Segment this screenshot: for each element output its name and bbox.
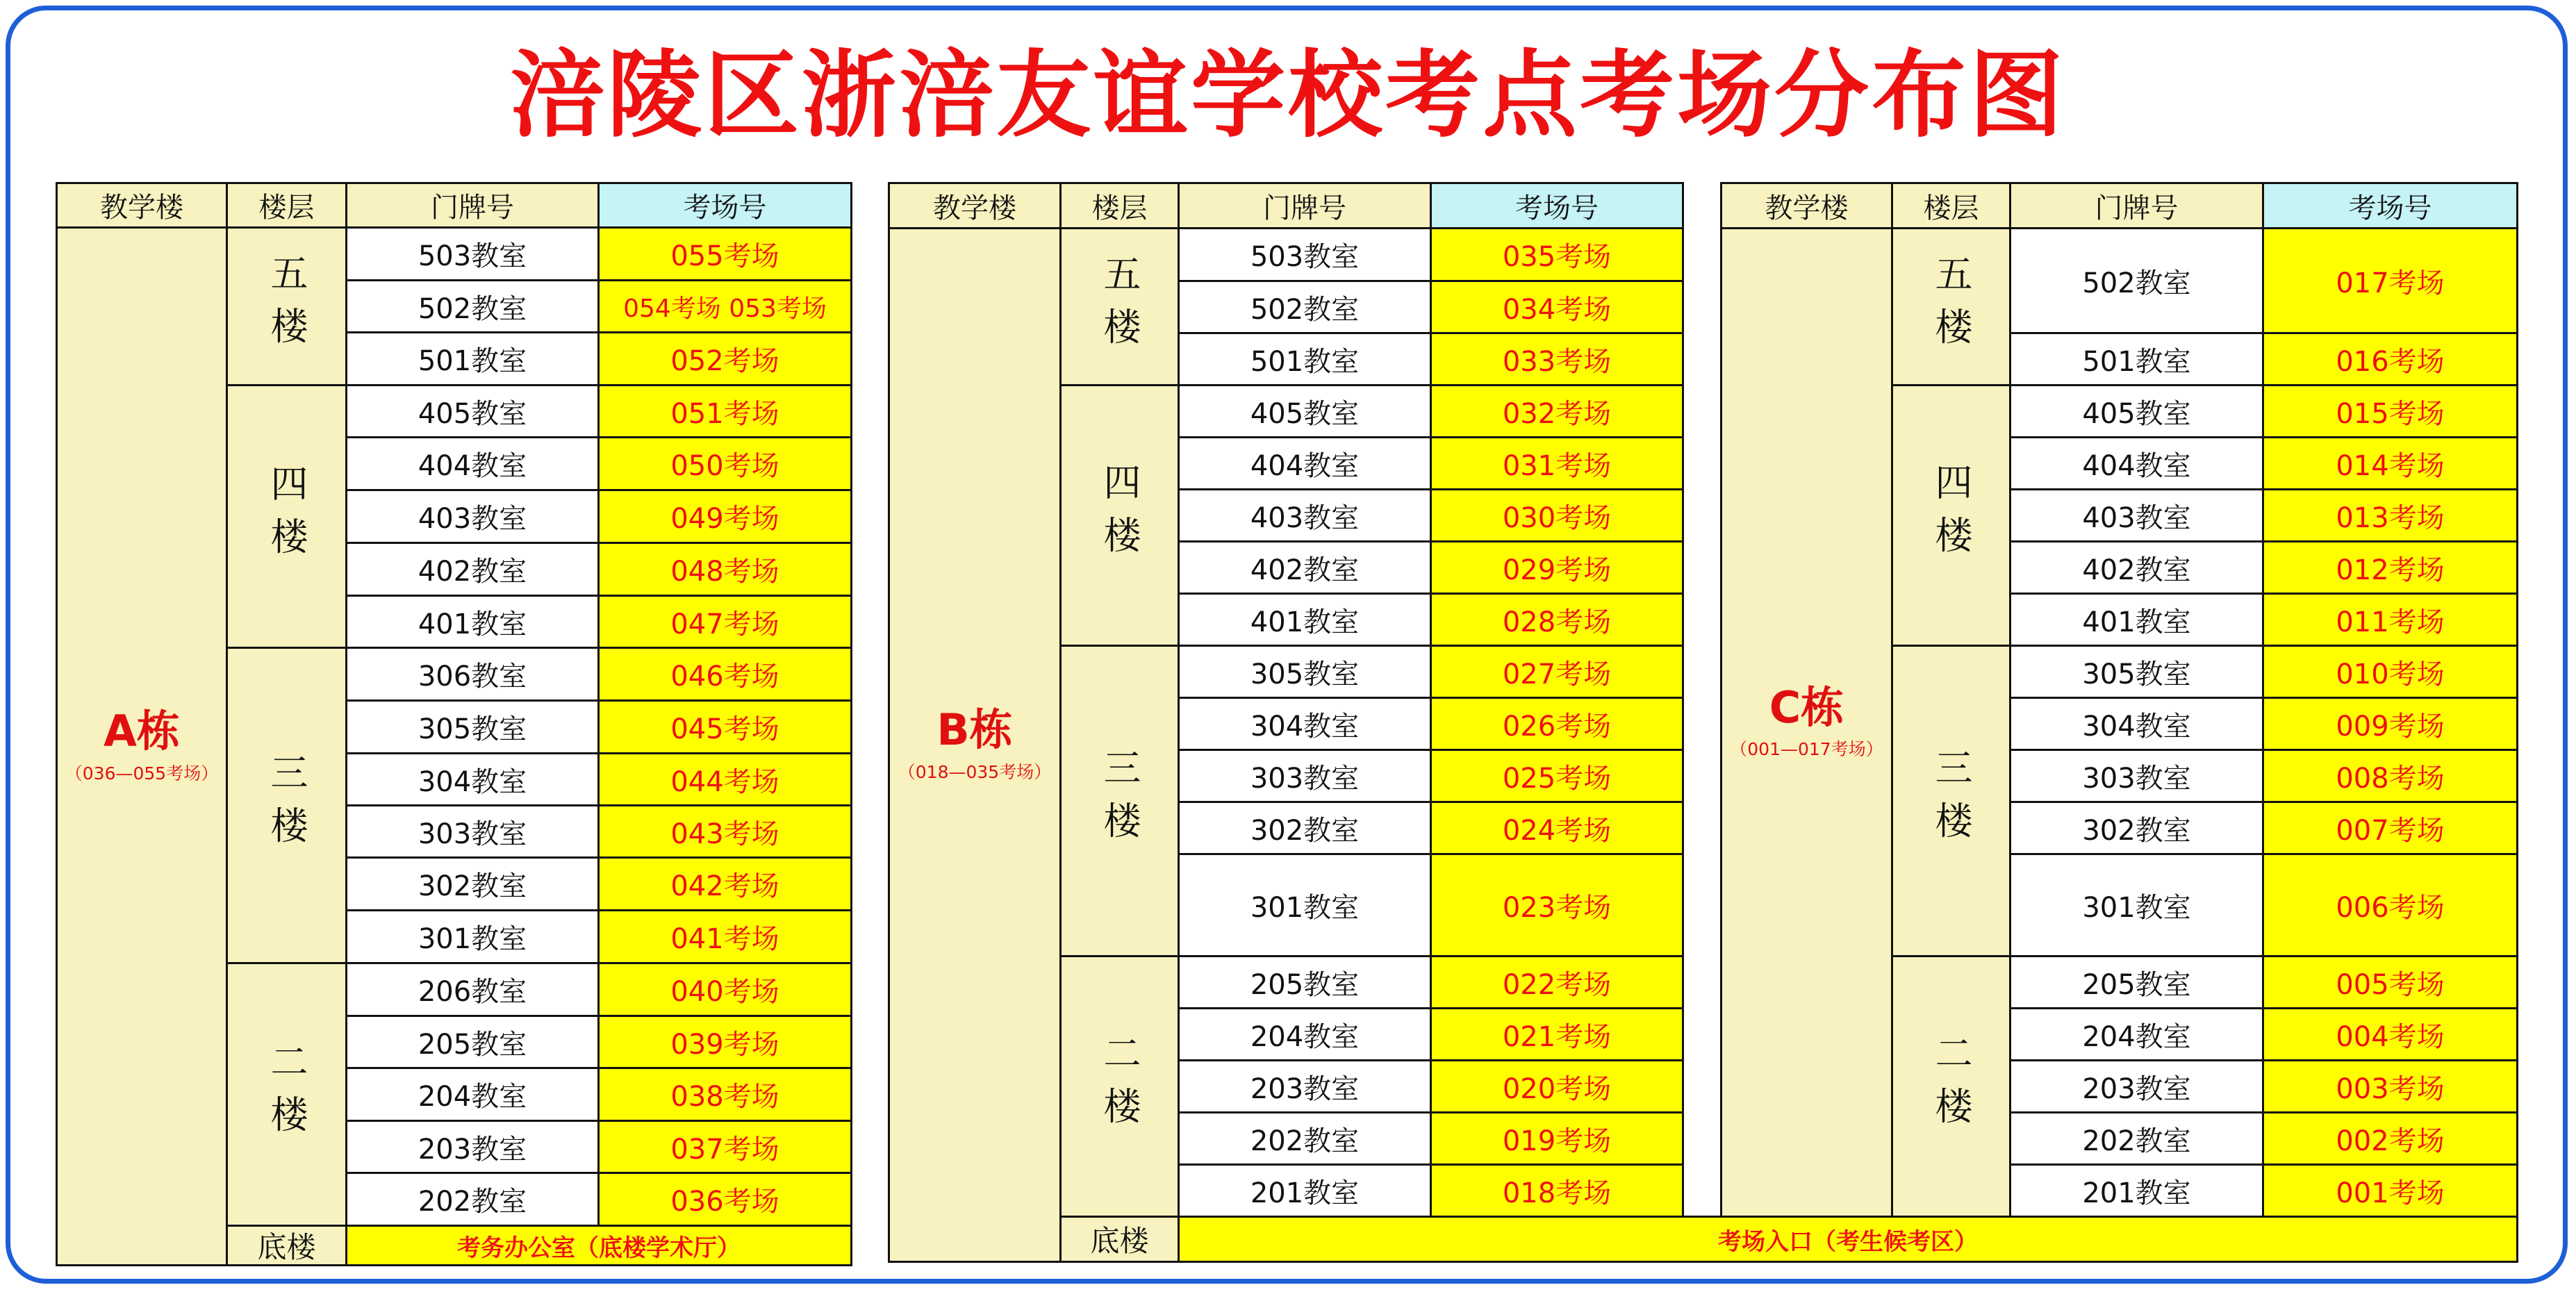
exam-room: 029考场 xyxy=(1430,540,1684,595)
room-number: 404教室 xyxy=(1178,436,1432,490)
room-number: 203教室 xyxy=(345,1120,600,1174)
building-name: C栋 xyxy=(1769,681,1844,733)
exam-room: 016考场 xyxy=(2262,332,2518,386)
floor-label: 三楼 xyxy=(226,647,347,964)
room-number: 204教室 xyxy=(345,1067,600,1122)
building-label-cell xyxy=(888,227,1062,1263)
room-number: 404教室 xyxy=(2009,436,2264,490)
exam-room: 055考场 xyxy=(597,226,852,281)
room-number: 303教室 xyxy=(2009,749,2264,803)
room-number: 204教室 xyxy=(1178,1007,1432,1061)
header-building: 教学楼 xyxy=(1720,182,1893,229)
exam-room: 048考场 xyxy=(597,542,852,597)
exam-room: 032考场 xyxy=(1430,384,1684,438)
exam-room: 054考场 053考场 xyxy=(597,279,852,333)
exam-room: 015考场 xyxy=(2262,384,2518,438)
exam-room: 007考场 xyxy=(2262,801,2518,855)
header-exam: 考场号 xyxy=(597,182,852,229)
exam-room: 008考场 xyxy=(2262,749,2518,803)
exam-room: 041考场 xyxy=(597,909,852,964)
room-number: 301教室 xyxy=(2009,853,2264,957)
room-number: 401教室 xyxy=(345,595,600,649)
exam-room: 014考场 xyxy=(2262,436,2518,490)
room-number: 403教室 xyxy=(1178,488,1432,543)
exam-room: 012考场 xyxy=(2262,540,2518,595)
room-number: 202教室 xyxy=(1178,1111,1432,1166)
room-number: 405教室 xyxy=(1178,384,1432,438)
room-number: 402教室 xyxy=(2009,540,2264,595)
room-number: 501教室 xyxy=(1178,332,1432,386)
room-number: 205教室 xyxy=(345,1015,600,1069)
exam-room: 043考场 xyxy=(597,804,852,859)
exam-room: 030考场 xyxy=(1430,488,1684,543)
room-number: 205教室 xyxy=(1178,955,1432,1009)
ground-floor-note: 考场入口（考生候考区） xyxy=(1178,1216,2518,1263)
exam-room: 020考场 xyxy=(1430,1059,1684,1113)
exam-room: 003考场 xyxy=(2262,1059,2518,1113)
room-number: 304教室 xyxy=(2009,697,2264,751)
floor-label: 二楼 xyxy=(1059,955,1180,1218)
room-number: 401教室 xyxy=(1178,593,1432,647)
building-label-cell xyxy=(1720,227,1893,1218)
exam-room: 045考场 xyxy=(597,699,852,754)
exam-room: 027考场 xyxy=(1430,645,1684,699)
header-room: 门牌号 xyxy=(1178,182,1432,229)
room-number: 404教室 xyxy=(345,436,600,491)
exam-room: 034考场 xyxy=(1430,280,1684,334)
exam-room: 051考场 xyxy=(597,384,852,438)
floor-label: 四楼 xyxy=(1059,384,1180,647)
exam-room: 036考场 xyxy=(597,1172,852,1227)
exam-room: 046考场 xyxy=(597,647,852,702)
exam-room: 042考场 xyxy=(597,856,852,911)
floor-label: 四楼 xyxy=(226,384,347,649)
floor-label: 三楼 xyxy=(1891,645,2011,957)
room-number: 201教室 xyxy=(1178,1163,1432,1218)
exam-room: 004考场 xyxy=(2262,1007,2518,1061)
exam-room: 035考场 xyxy=(1430,227,1684,282)
exam-room: 025考场 xyxy=(1430,749,1684,803)
room-number: 405教室 xyxy=(345,384,600,438)
header-exam: 考场号 xyxy=(1430,182,1684,229)
room-number: 301教室 xyxy=(345,909,600,964)
exam-room: 040考场 xyxy=(597,962,852,1017)
ground-floor-note: 考务办公室（底楼学术厅） xyxy=(345,1225,852,1266)
ground-floor-label: 底楼 xyxy=(1059,1216,1180,1263)
exam-room: 022考场 xyxy=(1430,955,1684,1009)
exam-room: 033考场 xyxy=(1430,332,1684,386)
room-number: 302教室 xyxy=(1178,801,1432,855)
exam-room: 037考场 xyxy=(597,1120,852,1174)
room-number: 305教室 xyxy=(1178,645,1432,699)
room-number: 203教室 xyxy=(1178,1059,1432,1113)
building-name: B栋 xyxy=(936,704,1013,756)
exam-room: 028考场 xyxy=(1430,593,1684,647)
floor-label: 五楼 xyxy=(226,226,347,386)
exam-room: 052考场 xyxy=(597,331,852,386)
exam-room: 011考场 xyxy=(2262,593,2518,647)
header-building: 教学楼 xyxy=(888,182,1062,229)
room-number: 503教室 xyxy=(345,226,600,281)
room-number: 203教室 xyxy=(2009,1059,2264,1113)
building-exam-range: （001—017考场） xyxy=(1730,739,1883,760)
room-number: 303教室 xyxy=(345,804,600,859)
room-number: 405教室 xyxy=(2009,384,2264,438)
ground-floor-label: 底楼 xyxy=(226,1225,347,1266)
exam-room: 038考场 xyxy=(597,1067,852,1122)
room-number: 303教室 xyxy=(1178,749,1432,803)
room-number: 206教室 xyxy=(345,962,600,1017)
building-exam-range: （018—035考场） xyxy=(898,761,1052,782)
exam-room: 023考场 xyxy=(1430,853,1684,957)
exam-room: 018考场 xyxy=(1430,1163,1684,1218)
header-floor: 楼层 xyxy=(226,182,347,229)
exam-room: 049考场 xyxy=(597,489,852,544)
floor-label: 三楼 xyxy=(1059,645,1180,957)
floor-label: 二楼 xyxy=(226,962,347,1227)
exam-room: 005考场 xyxy=(2262,955,2518,1009)
exam-room: 010考场 xyxy=(2262,645,2518,699)
floor-label: 二楼 xyxy=(1891,955,2011,1218)
room-number: 502教室 xyxy=(2009,227,2264,334)
room-number: 403教室 xyxy=(345,489,600,544)
page-title: 涪陵区浙涪友谊学校考点考场分布图 xyxy=(510,41,2066,151)
room-number: 305教室 xyxy=(345,699,600,754)
exam-room: 013考场 xyxy=(2262,488,2518,543)
exam-room: 024考场 xyxy=(1430,801,1684,855)
exam-room: 017考场 xyxy=(2262,227,2518,334)
room-number: 205教室 xyxy=(2009,955,2264,1009)
exam-room: 039考场 xyxy=(597,1015,852,1069)
room-number: 202教室 xyxy=(345,1172,600,1227)
room-number: 502教室 xyxy=(345,279,600,333)
floor-label: 五楼 xyxy=(1059,227,1180,386)
room-number: 304教室 xyxy=(1178,697,1432,751)
room-number: 202教室 xyxy=(2009,1111,2264,1166)
exam-room: 019考场 xyxy=(1430,1111,1684,1166)
exam-room: 002考场 xyxy=(2262,1111,2518,1166)
room-number: 503教室 xyxy=(1178,227,1432,282)
header-building: 教学楼 xyxy=(56,182,228,229)
exam-room: 047考场 xyxy=(597,595,852,649)
room-number: 306教室 xyxy=(345,647,600,702)
exam-room: 021考场 xyxy=(1430,1007,1684,1061)
exam-room: 001考场 xyxy=(2262,1163,2518,1218)
header-floor: 楼层 xyxy=(1059,182,1180,229)
header-room: 门牌号 xyxy=(2009,182,2264,229)
header-exam: 考场号 xyxy=(2262,182,2518,229)
room-number: 403教室 xyxy=(2009,488,2264,543)
exam-room: 006考场 xyxy=(2262,853,2518,957)
room-number: 305教室 xyxy=(2009,645,2264,699)
floor-label: 四楼 xyxy=(1891,384,2011,647)
exam-room: 009考场 xyxy=(2262,697,2518,751)
exam-room: 044考场 xyxy=(597,752,852,806)
room-number: 402教室 xyxy=(1178,540,1432,595)
building-exam-range: （036—055考场） xyxy=(65,763,219,784)
room-number: 204教室 xyxy=(2009,1007,2264,1061)
room-number: 301教室 xyxy=(1178,853,1432,957)
room-number: 401教室 xyxy=(2009,593,2264,647)
building-name: A栋 xyxy=(104,706,180,757)
header-floor: 楼层 xyxy=(1891,182,2011,229)
exam-room: 050考场 xyxy=(597,436,852,491)
room-number: 201教室 xyxy=(2009,1163,2264,1218)
room-number: 302教室 xyxy=(2009,801,2264,855)
exam-room: 026考场 xyxy=(1430,697,1684,751)
header-room: 门牌号 xyxy=(345,182,600,229)
building-label-cell xyxy=(56,226,228,1266)
room-number: 501教室 xyxy=(2009,332,2264,386)
room-number: 502教室 xyxy=(1178,280,1432,334)
room-number: 304教室 xyxy=(345,752,600,806)
room-number: 501教室 xyxy=(345,331,600,386)
floor-label: 五楼 xyxy=(1891,227,2011,386)
exam-room: 031考场 xyxy=(1430,436,1684,490)
room-number: 302教室 xyxy=(345,856,600,911)
room-number: 402教室 xyxy=(345,542,600,597)
